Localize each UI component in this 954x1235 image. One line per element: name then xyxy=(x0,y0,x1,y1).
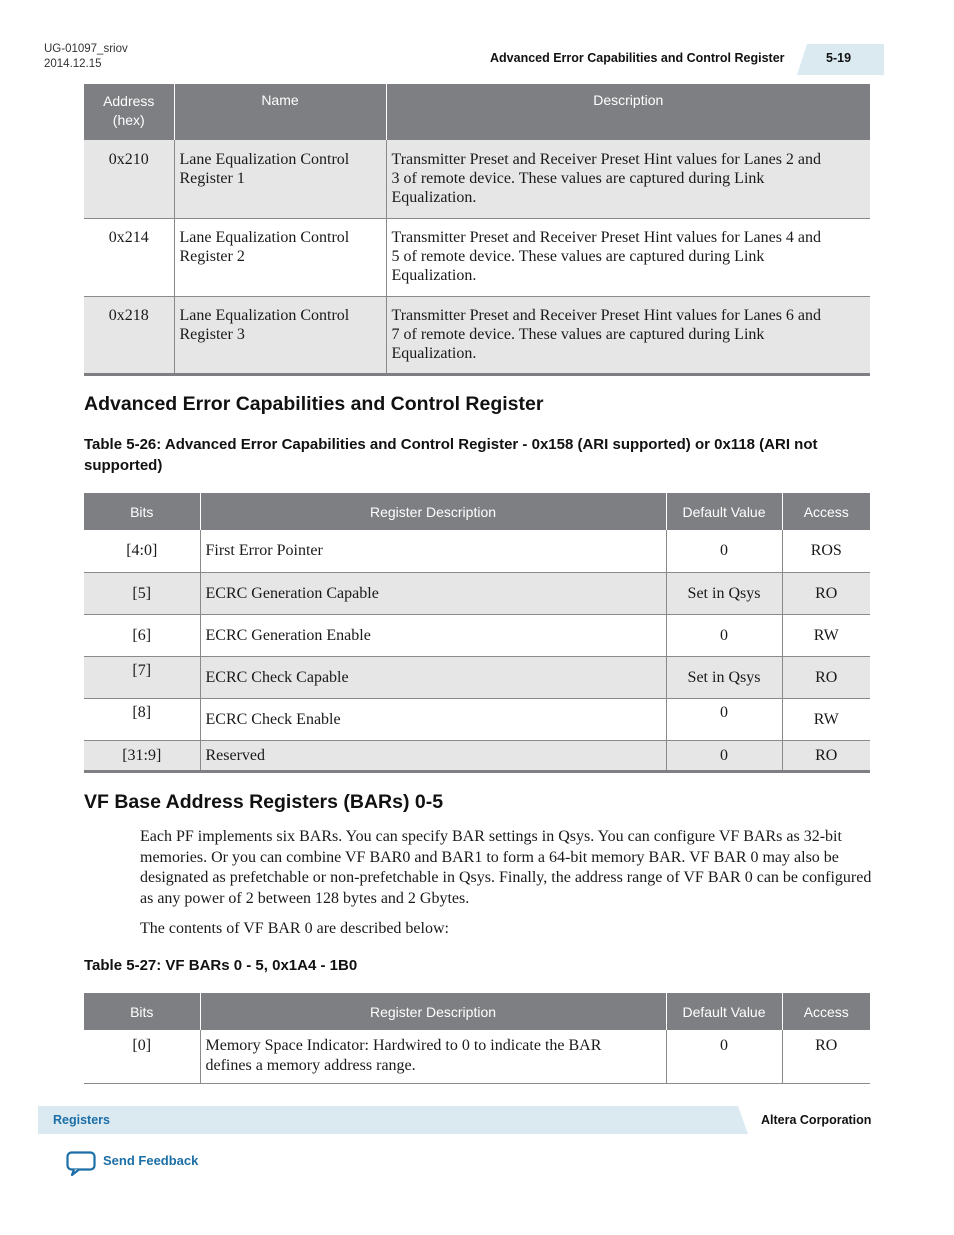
table-row xyxy=(84,1030,870,1083)
col-header-default-value: Default Value xyxy=(666,993,782,1030)
table-row xyxy=(84,698,870,740)
cell-name: Lane Equalization Control Register 3 xyxy=(174,296,386,374)
cell-desc: Reserved xyxy=(200,740,666,771)
col-header-bits: Bits xyxy=(84,993,200,1030)
paragraph-bar-settings: Each PF implements six BARs. You can specify BAR settings in Qsys. You can configure VF BARs as 32-bit memories. Or you can combine VF BAR0 and BAR1 to form a 64-bit memory BAR. VF BAR 0 may also be designated as prefetchable or non-prefetchable in Qsys. Finally, the address range of VF BAR 0 can be configured as any power of 2 between 128 bytes and 2 Gbytes. xyxy=(140,828,872,907)
cell-access: RO xyxy=(782,656,870,698)
doc-date: 2014.12.15 xyxy=(44,58,102,70)
vf-bars-table xyxy=(84,993,870,1084)
table-caption-5-26: Table 5-26: Advanced Error Capabilities and Control Register - 0x158 (ARI supported) or 0x118 (ARI not supported) xyxy=(84,436,818,474)
col-header-default-value: Default Value xyxy=(666,493,782,530)
table-row xyxy=(84,530,870,572)
col-header-access: Access xyxy=(782,493,870,530)
table-row xyxy=(84,656,870,698)
col-header-name: Name xyxy=(174,84,386,140)
cell-bits: [8] xyxy=(84,698,200,740)
cell-address: 0x210 xyxy=(84,140,174,218)
cell-bits: [7] xyxy=(84,656,200,698)
footer-bar xyxy=(38,1106,738,1134)
cell-access: RW xyxy=(782,614,870,656)
cell-default: 0 xyxy=(666,740,782,771)
doc-id-text: UG-01097_sriov xyxy=(44,43,128,55)
cell-default: Set in Qsys xyxy=(666,656,782,698)
table-row xyxy=(84,572,870,614)
cell-access: RO xyxy=(782,1030,870,1083)
table-row xyxy=(84,218,870,296)
table-row xyxy=(84,740,870,771)
col-header-access: Access xyxy=(782,993,870,1030)
col-header-bits: Bits xyxy=(84,493,200,530)
cell-address: 0x218 xyxy=(84,296,174,374)
page-number: 5-19 xyxy=(826,51,852,65)
cell-access: ROS xyxy=(782,530,870,572)
cell-default: 0 xyxy=(666,1030,782,1083)
col-header-register-description: Register Description xyxy=(200,493,666,530)
cell-access: RW xyxy=(782,698,870,740)
col-header-address xyxy=(84,84,174,140)
table-row xyxy=(84,296,870,374)
cell-bits: [31:9] xyxy=(84,740,200,771)
cell-address: 0x214 xyxy=(84,218,174,296)
cell-bits: [0] xyxy=(84,1030,200,1083)
table-row xyxy=(84,614,870,656)
col-header-register-description: Register Description xyxy=(200,993,666,1030)
speech-bubble-icon[interactable] xyxy=(66,1151,96,1182)
cell-default: 0 xyxy=(666,698,782,740)
section-heading-aer: Advanced Error Capabilities and Control Register xyxy=(84,393,544,415)
cell-name: Lane Equalization Control Register 2 xyxy=(174,218,386,296)
col-header-address-line1: Address xyxy=(103,93,155,109)
cell-description: Transmitter Preset and Receiver Preset Hint values for Lanes 6 and 7 of remote device. These values are captured during Link Equalization. xyxy=(386,296,870,374)
footer-company: Altera Corporation xyxy=(761,1113,872,1127)
lane-equalization-table xyxy=(84,84,870,376)
cell-default: 0 xyxy=(666,614,782,656)
cell-desc: First Error Pointer xyxy=(200,530,666,572)
document-id xyxy=(44,42,128,72)
cell-desc: ECRC Check Capable xyxy=(200,656,666,698)
cell-name: Lane Equalization Control Register 1 xyxy=(174,140,386,218)
cell-bits: [5] xyxy=(84,572,200,614)
aer-register-table xyxy=(84,493,870,773)
cell-desc: ECRC Generation Enable xyxy=(200,614,666,656)
paragraph-contents: The contents of VF BAR 0 are described below: xyxy=(140,920,449,937)
cell-description: Transmitter Preset and Receiver Preset Hint values for Lanes 2 and 3 of remote device. These values are captured during Link Equalization. xyxy=(386,140,870,218)
cell-bits: [4:0] xyxy=(84,530,200,572)
table-row xyxy=(84,140,870,218)
col-header-address-line2: (hex) xyxy=(112,112,145,128)
cell-access: RO xyxy=(782,572,870,614)
cell-access: RO xyxy=(782,740,870,771)
footer-chapter-link[interactable]: Registers xyxy=(53,1113,110,1127)
cell-desc: Memory Space Indicator: Hardwired to 0 to indicate the BAR defines a memory address range. xyxy=(200,1030,666,1083)
cell-desc: ECRC Check Enable xyxy=(200,698,666,740)
cell-desc: ECRC Generation Capable xyxy=(200,572,666,614)
section-heading-vf-bars: VF Base Address Registers (BARs) 0-5 xyxy=(84,791,444,813)
cell-bits: [6] xyxy=(84,614,200,656)
running-header-title: Advanced Error Capabilities and Control Register xyxy=(490,51,785,65)
send-feedback-link[interactable]: Send Feedback xyxy=(103,1153,199,1168)
col-header-description: Description xyxy=(386,84,870,140)
cell-default: Set in Qsys xyxy=(666,572,782,614)
cell-default: 0 xyxy=(666,530,782,572)
table-caption-5-27: Table 5-27: VF BARs 0 - 5, 0x1A4 - 1B0 xyxy=(84,957,358,974)
cell-description: Transmitter Preset and Receiver Preset Hint values for Lanes 4 and 5 of remote device. These values are captured during Link Equalization. xyxy=(386,218,870,296)
